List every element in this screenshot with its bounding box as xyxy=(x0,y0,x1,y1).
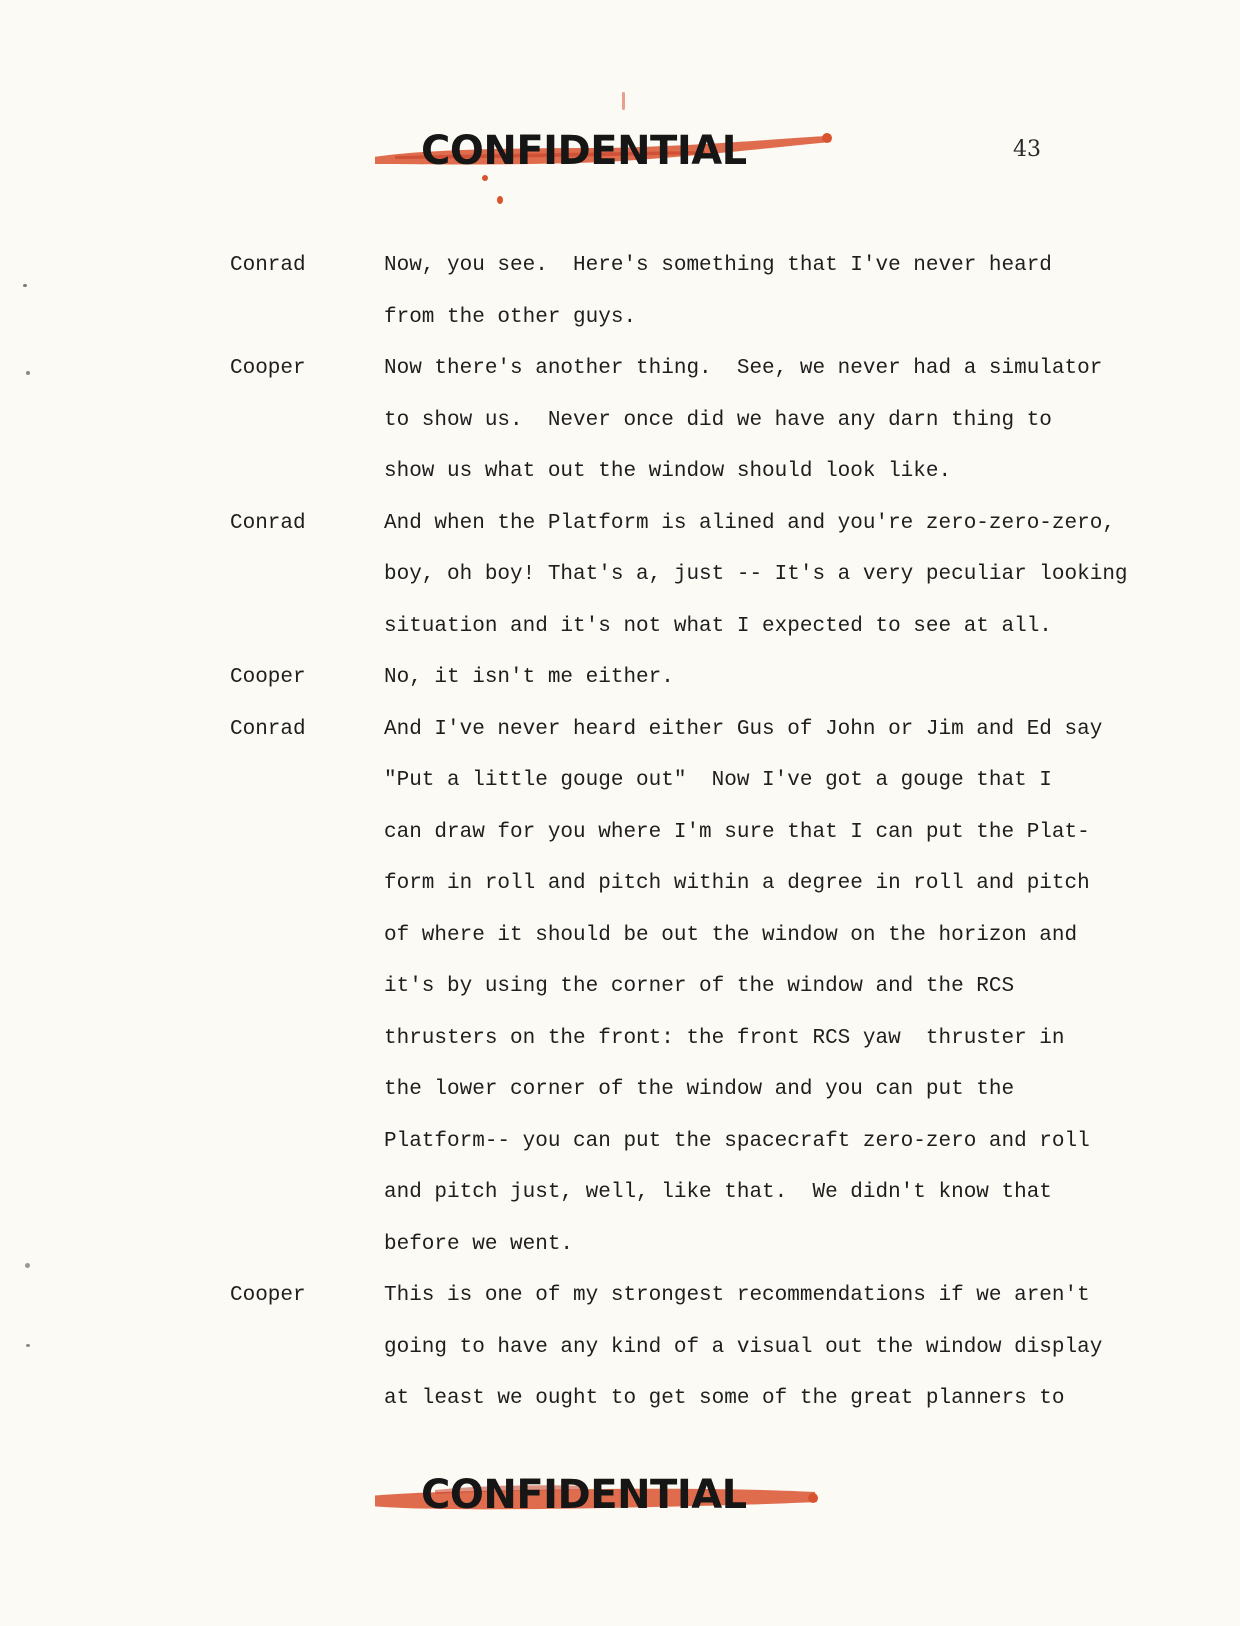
transcript-entry xyxy=(0,704,1240,1271)
confidential-label: CONFIDENTIAL xyxy=(421,1472,747,1518)
speech-line: No, it isn't me either. xyxy=(384,666,674,689)
confidential-stamp-top xyxy=(375,118,855,182)
ink-speck xyxy=(497,196,503,204)
speech-line: can draw for you where I'm sure that I can put the Plat- xyxy=(384,820,1090,844)
speech-line: "Put a little gouge out" Now I've got a gouge that I xyxy=(384,769,1052,792)
speech-text xyxy=(384,652,1164,704)
speaker-name: Cooper xyxy=(230,1284,306,1307)
transcript-entry xyxy=(0,498,1240,653)
speech-line: situation and it's not what I expected to see at all. xyxy=(384,614,1052,638)
ink-speck xyxy=(26,1344,30,1347)
speech-line: Now, you see. Here's something that I've never heard xyxy=(384,254,1052,277)
speaker-name: Cooper xyxy=(230,666,306,689)
transcript-entry xyxy=(0,240,1240,343)
speech-line: from the other guys. xyxy=(384,305,637,329)
ink-speck xyxy=(622,92,625,110)
speech-line: before we went. xyxy=(384,1232,574,1256)
speech-line: boy, oh boy! That's a, just -- It's a very peculiar looking xyxy=(384,563,1128,586)
speech-text xyxy=(384,1270,1164,1425)
confidential-label: CONFIDENTIAL xyxy=(421,128,747,174)
ink-speck xyxy=(23,284,27,287)
speech-line: And I've never heard either Gus of John or Jim and Ed say xyxy=(384,717,1103,741)
speech-line: Platform-- you can put the spacecraft zero-zero and roll xyxy=(384,1129,1090,1153)
transcript-entry xyxy=(0,652,1240,704)
speech-line: This is one of my strongest recommendations if we aren't xyxy=(384,1284,1090,1307)
speech-line: it's by using the corner of the window and the RCS xyxy=(384,975,1015,998)
confidential-stamp-bottom xyxy=(375,1462,855,1526)
transcript-entry xyxy=(0,343,1240,498)
speech-text xyxy=(384,498,1164,653)
speech-line: show us what out the window should look like. xyxy=(384,460,952,483)
speech-text xyxy=(384,343,1164,498)
transcript-body xyxy=(0,240,1240,1425)
speech-text xyxy=(384,704,1164,1271)
speech-line: Now there's another thing. See, we never had a simulator xyxy=(384,357,1103,380)
transcript-entry xyxy=(0,1270,1240,1425)
speech-line: at least we ought to get some of the great planners to xyxy=(384,1387,1065,1410)
speech-line: thrusters on the front: the front RCS yaw thruster in xyxy=(384,1026,1065,1050)
speech-line: the lower corner of the window and you can put the xyxy=(384,1078,1015,1101)
speech-line: of where it should be out the window on the horizon and xyxy=(384,923,1078,947)
speaker-name: Conrad xyxy=(230,254,306,277)
ink-speck xyxy=(26,371,30,375)
speech-line: And when the Platform is alined and you're zero-zero-zero, xyxy=(384,511,1115,535)
speech-line: to show us. Never once did we have any darn thing to xyxy=(384,408,1052,432)
speaker-name: Cooper xyxy=(230,357,306,380)
page-number: 43 xyxy=(1013,137,1041,162)
speech-line: form in roll and pitch within a degree in roll and pitch xyxy=(384,872,1090,895)
ink-speck xyxy=(25,1263,30,1268)
speaker-name: Conrad xyxy=(230,717,306,741)
speech-text xyxy=(384,240,1164,343)
speaker-name: Conrad xyxy=(230,511,306,535)
speech-line: going to have any kind of a visual out the window display xyxy=(384,1335,1103,1359)
speech-line: and pitch just, well, like that. We didn't know that xyxy=(384,1181,1052,1204)
